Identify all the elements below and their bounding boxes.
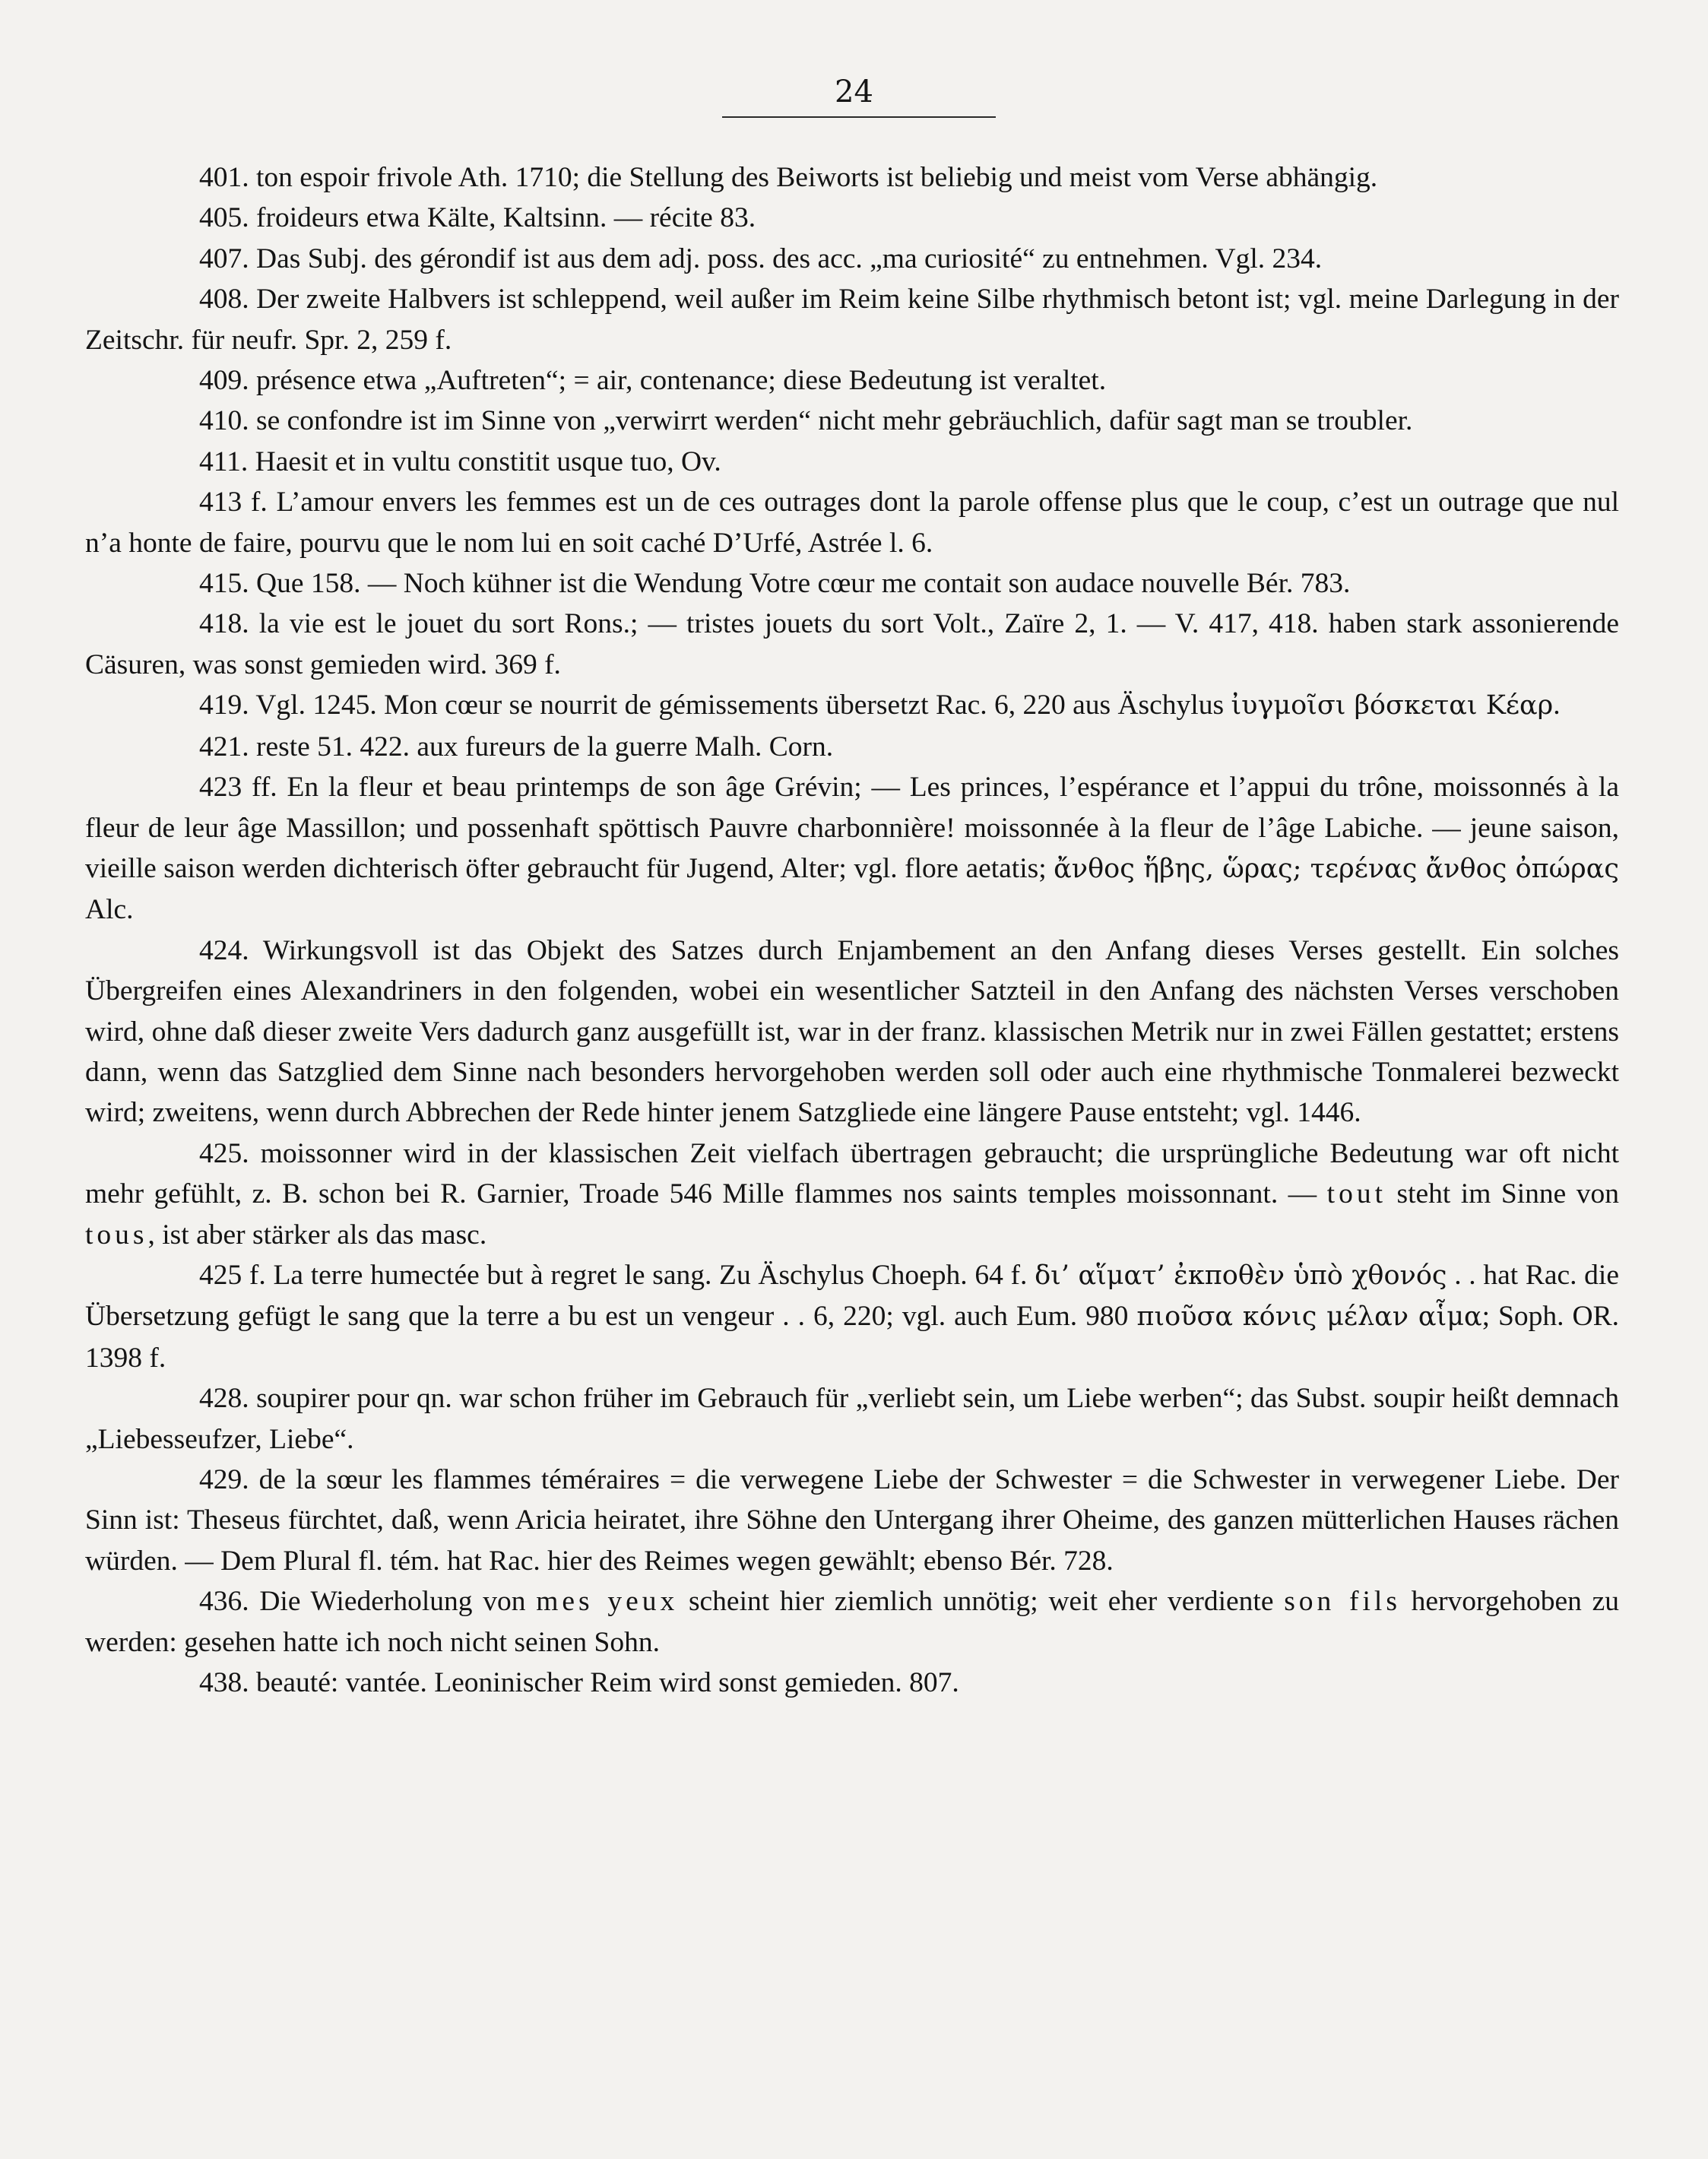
note-423 <box>85 767 1619 930</box>
note-436-spaced-son-fils: son fils <box>1284 1586 1401 1618</box>
note-429: 429. de la sœur les flammes téméraires = die verwegene Liebe der Schwester = die Schwester in verwegener Liebe. Der Sinn ist: Theseus fürchtet, daß, wenn Aricia heiratet, ihre Söhne den Untergang ihrer Oheime, des ganzen mütterlichen Hauses rächen würden. — Dem Plural fl. tém. hat Rac. hier des Reimes wegen gewählt; ebenso Bér. 728. <box>85 1464 1619 1577</box>
note-411: 411. Haesit et in vultu constitit usque tuo, Ov. <box>199 445 721 477</box>
note-425f-text: 425 f. La terre humectée but à regret le sang. Zu Äschylus Choeph. 64 f. <box>199 1259 1035 1291</box>
note-425f-greek-1: δι’ αἵματ’ ἐκποθὲν ὑπὸ χθονός <box>1035 1260 1447 1291</box>
note-409: 409. présence etwa „Auftreten“; = air, contenance; diese Bedeutung ist veraltet. <box>199 365 1107 397</box>
note-415: 415. Que 158. — Noch kühner ist die Wendung Votre cœur me contait son audace nouvelle Bér. 783. <box>199 568 1351 600</box>
note-405: 405. froideurs etwa Kälte, Kaltsinn. — récite 83. <box>199 202 756 234</box>
note-428: 428. soupirer pour qn. war schon früher im Gebrauch für „verliebt sein, um Liebe werben“; das Subst. soupir heißt demnach „Liebesseufzer, Liebe“. <box>85 1383 1619 1455</box>
note-425f-greek-2: πιοῦσα κόνις μέλαν αἷμα <box>1136 1301 1482 1333</box>
note-408: 408. Der zweite Halbvers ist schleppend, weil außer im Reim keine Silbe rhythmisch betont ist; vgl. meine Darlegung in der Zeitschr. für neufr. Spr. 2, 259 f. <box>85 284 1619 356</box>
note-421: 421. reste 51. 422. aux fureurs de la guerre Malh. Corn. <box>199 731 834 762</box>
commentary-body <box>85 157 1619 1703</box>
note-407: 407. Das Subj. des gérondif ist aus dem adj. poss. des acc. „ma curiosité“ zu entnehmen. Vgl. 234. <box>199 243 1323 274</box>
note-425 <box>85 1133 1619 1255</box>
note-425-spaced-tout: tout <box>1326 1178 1386 1210</box>
note-423-end: Alc. <box>85 894 134 926</box>
note-425-spaced-tous: tous <box>85 1219 148 1251</box>
note-425-end: , ist aber stärker als das masc. <box>147 1219 487 1251</box>
note-425f <box>85 1255 1619 1378</box>
note-424: 424. Wirkungsvoll ist das Objekt des Satzes durch Enjambement an den Anfang dieses Verses gestellt. Ein solches Übergreifen eines Alexandriners in den folgenden, wobei ein wesentlicher Satzteil in den Anfang des nächsten Verses verschoben wird, ohne daß dieser zweite Vers dadurch ganz ausgefüllt ist, war in der franz. klassischen Metrik nur in zwei Fällen gestattet; erstens dann, wenn das Satzglied dem Sinne nach besonders hervorgehoben werden soll oder auch eine rhythmische Tonmalerei bezweckt wird; zweitens, wenn durch Abbrechen der Rede hinter jenem Satzgliede eine längere Pause entsteht; vgl. 1446. <box>85 934 1619 1129</box>
note-410: 410. se confondre ist im Sinne von „verwirrt werden“ nicht mehr gebräuchlich, dafür sagt man se troubler. <box>199 405 1413 437</box>
note-436-text: 436. Die Wiederholung von <box>199 1586 537 1618</box>
note-438: 438. beauté: vantée. Leoninischer Reim wird sonst gemieden. 807. <box>199 1667 959 1699</box>
note-419 <box>85 685 1619 726</box>
note-425f-end: ; Soph. OR. 1398 f. <box>85 1301 1619 1374</box>
note-436 <box>85 1581 1619 1663</box>
note-418: 418. la vie est le jouet du sort Rons.; — tristes jouets du sort Volt., Zaïre 2, 1. — V. 417, 418. haben stark assonierende Cäsuren, was sonst gemieden wird. 369 f. <box>85 608 1619 680</box>
note-401: 401. ton espoir frivole Ath. 1710; die Stellung des Beiworts ist beliebig und meist vom Verse abhängig. <box>199 162 1378 193</box>
note-425-mid: steht im Sinne von <box>1386 1178 1619 1210</box>
note-419-greek: ἰυγμοῖσι βόσκεται Κέαρ <box>1231 690 1554 721</box>
note-436-end: hervorgehoben zu werden: gesehen hatte ich noch nicht seinen Sohn. <box>85 1586 1619 1658</box>
note-425f-mid: . . hat Rac. die Übersetzung gefügt le sang que la terre a bu est un vengeur . . 6, 220; vgl. auch Eum. 980 <box>85 1259 1619 1333</box>
note-423-greek: ἄνθος ἥβης, ὥρας; τερένας ἄνθος ὀπώρας <box>1054 853 1620 884</box>
note-436-mid: scheint hier ziemlich unnötig; weit eher verdiente <box>678 1586 1285 1618</box>
note-419-text: 419. Vgl. 1245. Mon cœur se nourrit de gémissements übersetzt Rac. 6, 220 aus Äschylus <box>199 690 1231 721</box>
note-419-end: . <box>1553 690 1561 721</box>
page-number: 24 <box>835 75 873 109</box>
header-rule <box>722 116 996 118</box>
note-413: 413 f. L’amour envers les femmes est un de ces outrages dont la parole offense plus que le coup, c’est un outrage que nul n’a honte de faire, pourvu que le nom lui en soit caché D’Urfé, Astrée l. 6. <box>85 487 1619 559</box>
note-425-text: 425. moissonner wird in der klassischen Zeit vielfach übertragen gebraucht; die ursprüngliche Bedeutung war oft nicht mehr gefühlt, z. B. schon bei R. Garnier, Troade 546 Mille flammes nos saints temples moissonnant. — <box>85 1137 1619 1210</box>
note-423-text: 423 ff. En la fleur et beau printemps de son âge Grévin; — Les princes, l’espérance et l’appui du trône, moissonnés à la fleur de leur âge Massillon; und possenhaft spöttisch Pauvre charbonnière! moissonnée à la fleur de l’âge Labiche. — jeune saison, vieille saison werden dichterisch öfter gebraucht für Jugend, Alter; vgl. flore aetatis; <box>85 772 1619 884</box>
note-436-spaced-mes-yeux: mes yeux <box>536 1586 679 1618</box>
